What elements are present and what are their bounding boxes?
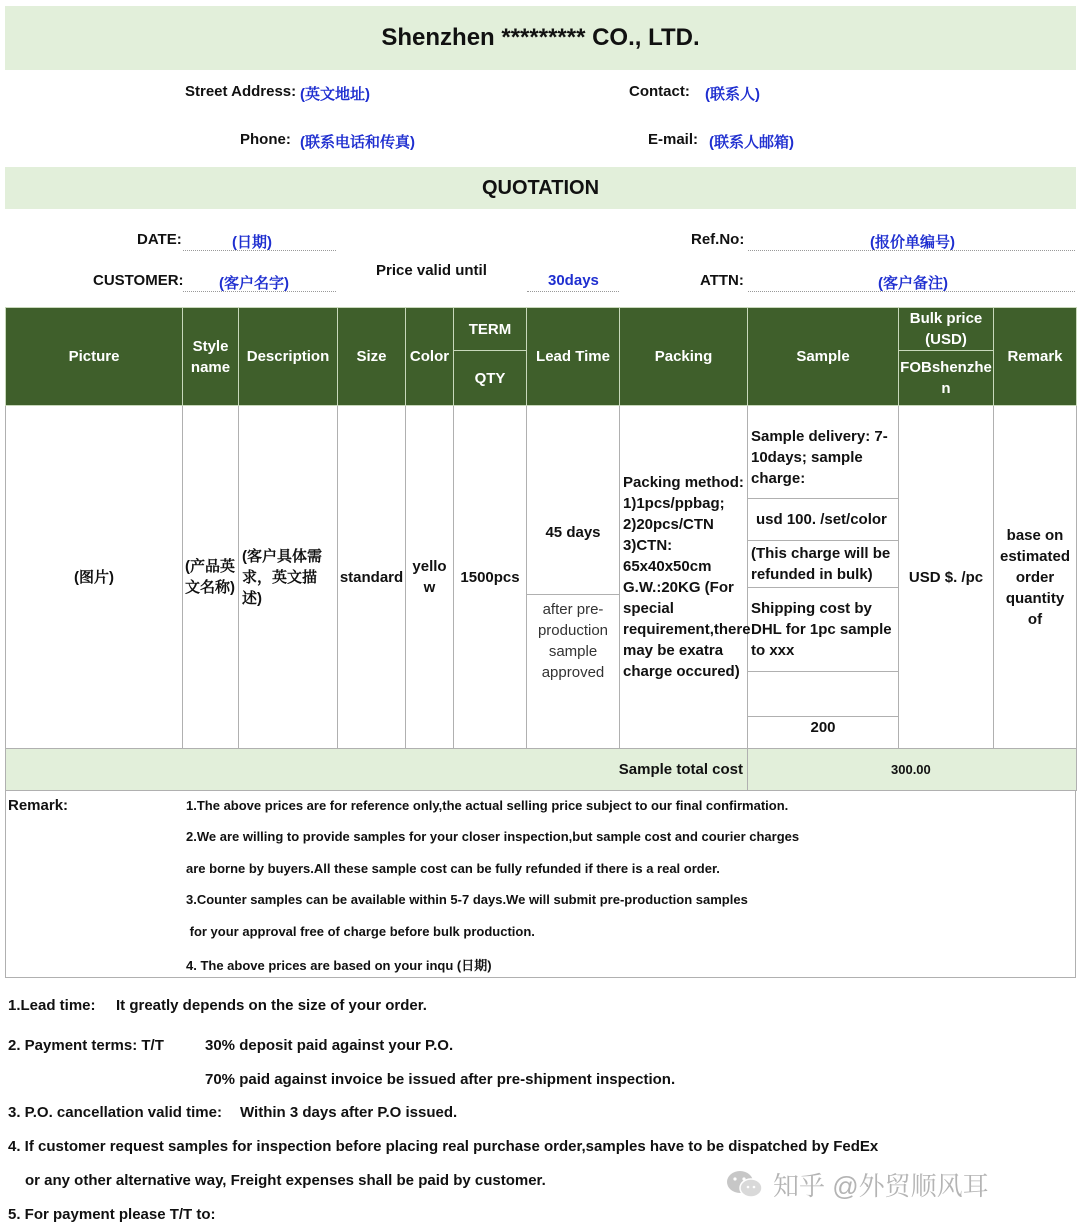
watermark-text: 知乎 @外贸顺风耳 [773,1171,989,1201]
cell-description: (客户具体需求，英文描述) [239,406,338,749]
header-size: Size [338,308,406,406]
remark-line: 4. The above prices are based on your inqu (日期) [186,958,492,973]
phone-value: (联系电话和传真) [300,134,415,151]
header-picture: Picture [6,308,183,406]
street-value: (英文地址) [300,86,370,103]
customer-value: (客户名字) [219,275,289,292]
header-lead-time: Lead Time [527,308,620,406]
cancel-text: Within 3 days after P.O issued. [240,1104,458,1121]
phone-label: Phone: [240,131,291,148]
cell-color: yellow [406,406,454,749]
cell-qty: 1500pcs [454,406,527,749]
cell-packing: Packing method: 1)1pcs/ppbag; 2)20pcs/CTN 3)CTN: 65x40x50cm G.W.:20KG (For special requirement,there may be exatra charge occured) [620,406,748,749]
remark-line: 1.The above prices are for reference only,the actual selling price subject to our final confirmation. [186,798,789,813]
payment-deposit: 30% deposit paid against your P.O. [205,1037,454,1054]
samples-text-2: or any other alternative way, Freight expenses shall be paid by customer. [25,1172,546,1189]
valid-value: 30days [548,272,599,289]
valid-underline [527,291,619,292]
cell-remark: base on estimated order quantity of [994,406,1077,749]
ref-underline [748,250,1075,251]
sample-shipping: Shipping cost by DHL for 1pc sample to xxx [748,588,898,672]
sample-amount: 200 [810,718,836,736]
header-color: Color [406,308,454,406]
header-remark: Remark [994,308,1077,406]
contact-value: (联系人) [705,86,760,103]
ref-value: (报价单编号) [870,234,955,251]
cell-size: standard [338,406,406,749]
customer-label: CUSTOMER: [93,272,184,289]
header-fob: FOBshenzhen [899,351,994,406]
header-style: Style name [183,308,239,406]
cancel-label: 3. P.O. cancellation valid time: [8,1104,222,1121]
header-sample: Sample [748,308,899,406]
header-bulk-price: Bulk price (USD) [899,308,994,351]
company-header [5,6,1076,70]
contact-label: Contact: [629,83,690,100]
lead-time-days: 45 days [527,472,619,595]
payment-balance: 70% paid against invoice be issued after pre-shipment inspection. [205,1071,676,1088]
remark-line: for your approval free of charge before bulk production. [186,924,535,939]
date-value: (日期) [232,234,272,251]
watermark [725,1166,989,1203]
remarks-box [5,790,1076,978]
lead-time-note: after pre-production sample approved [537,600,609,681]
lead-time-label: 1.Lead time: [8,997,96,1014]
header-qty: QTY [454,351,527,406]
header-term: TERM [454,308,527,351]
cell-sample [748,406,899,749]
total-row [6,749,1077,791]
cell-lead-time [527,406,620,749]
date-label: DATE: [137,231,182,248]
attn-label: ATTN: [700,272,744,289]
attn-underline [748,291,1075,292]
remark-line: are borne by buyers.All these sample cost can be fully refunded if there is a real order. [186,861,720,876]
customer-underline [183,291,336,292]
remark-line: 2.We are willing to provide samples for your closer inspection,but sample cost and courier charges [186,829,800,844]
header-packing: Packing [620,308,748,406]
samples-text-1: 4. If customer request samples for inspection before placing real purchase order,samples have to be dispatched by FedEx [8,1138,879,1155]
table-row [6,406,1077,749]
cell-style: (产品英文名称) [183,406,239,749]
company-name: Shenzhen ********* CO., LTD. [381,24,700,51]
header-description: Description [239,308,338,406]
email-value: (联系人邮箱) [709,134,794,151]
quotation-title: QUOTATION [481,177,600,199]
remarks-label: Remark: [8,797,69,814]
quotation-band [5,167,1076,209]
total-label: Sample total cost [6,749,748,791]
sample-refund: (This charge will be refunded in bulk) [748,541,898,588]
street-label: Street Address: [185,83,297,100]
total-value: 300.00 [748,749,1077,791]
wechat-icon [725,1169,765,1201]
cell-picture: (图片) [6,406,183,749]
cell-price: USD $. /pc [899,406,994,749]
date-underline [183,250,336,251]
email-label: E-mail: [648,131,699,148]
sample-empty [748,672,898,717]
valid-label: Price valid until [376,262,487,279]
remark-line: 3.Counter samples can be available within 5-7 days.We will submit pre-production samples [186,892,748,907]
ref-label: Ref.No: [691,231,745,248]
quotation-table [5,307,1077,791]
payment-label: 2. Payment terms: T/T [8,1037,164,1054]
sample-delivery: Sample delivery: 7-10days; sample charge: [748,417,898,499]
lead-time-text: It greatly depends on the size of your order. [116,997,427,1014]
payment-to: 5. For payment please T/T to: [8,1206,216,1223]
attn-value: (客户备注) [878,275,948,292]
sample-charge: usd 100. /set/color [748,499,898,541]
